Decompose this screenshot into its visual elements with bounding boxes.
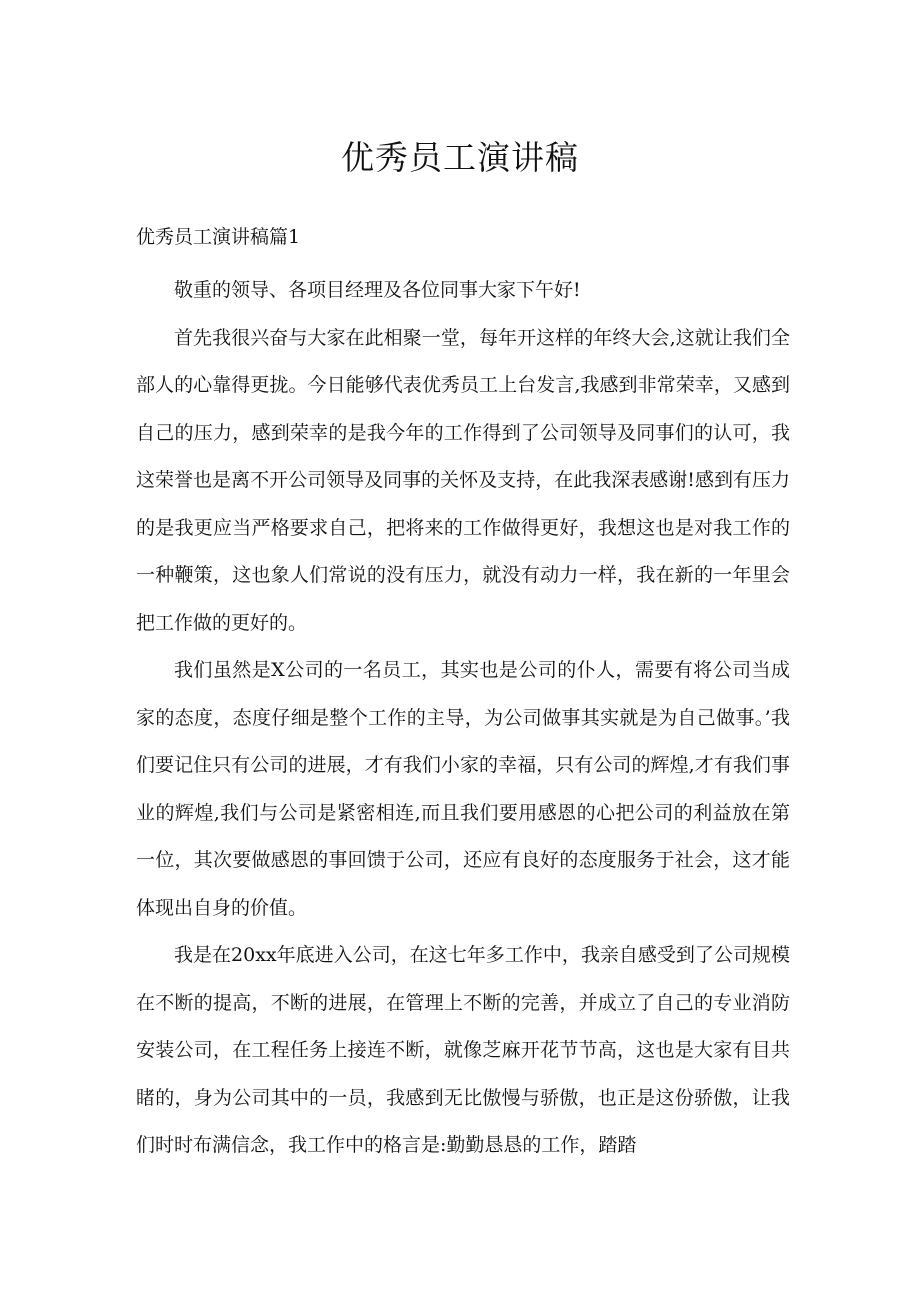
document-body: [136, 267, 790, 1170]
paragraph: 我们虽然是X公司的一名员工，其实也是公司的仆人，需要有将公司当成家的态度，态度仔细是整个工作的主导，为公司做事其实就是为自己做事。’我们要记住只有公司的进展，才有我们小家的幸福，只有公司的辉煌,才有我们事业的辉煌,我们与公司是紧密相连,而且我们要用感恩的心把公司的利益放在第一位，其次要做感恩的事回馈于公司，还应有良好的态度服务于社会，这才能体现出自身的价值。: [136, 659, 790, 919]
paragraph: 我是在20xx年底进入公司，在这七年多工作中，我亲自感受到了公司规模在不断的提高，不断的进展，在管理上不断的完善，并成立了自己的专业消防安装公司，在工程任务上接连不断，就像芝麻开花节节高，这也是大家有目共睹的，身为公司其中的一员，我感到无比傲慢与骄傲，也正是这份骄傲，让我们时时布满信念，我工作中的格言是:勤勤恳恳的工作，踏踏: [136, 944, 790, 1156]
paragraph-greeting: 敬重的领导、各项目经理及各位同事大家下午好!: [174, 279, 581, 301]
paragraph: 首先我很兴奋与大家在此相聚一堂，每年开这样的年终大会,这就让我们全部人的心靠得更拢。今日能够代表优秀员工上台发言,我感到非常荣幸，又感到自己的压力，感到荣幸的是我今年的工作得到了公司领导及同事们的认可，我这荣誉也是离不开公司领导及同事的关怀及支持，在此我深表感谢!感到有压力的是我更应当严格要求自己，把将来的工作做得更好，我想这也是对我工作的一种鞭策，这也象人们常说的没有压力，就没有动力一样，我在新的一年里会把工作做的更好的。: [136, 326, 790, 634]
document-title: 优秀员工演讲稿: [341, 138, 579, 177]
section-heading: 优秀员工演讲稿篇1: [136, 226, 301, 248]
